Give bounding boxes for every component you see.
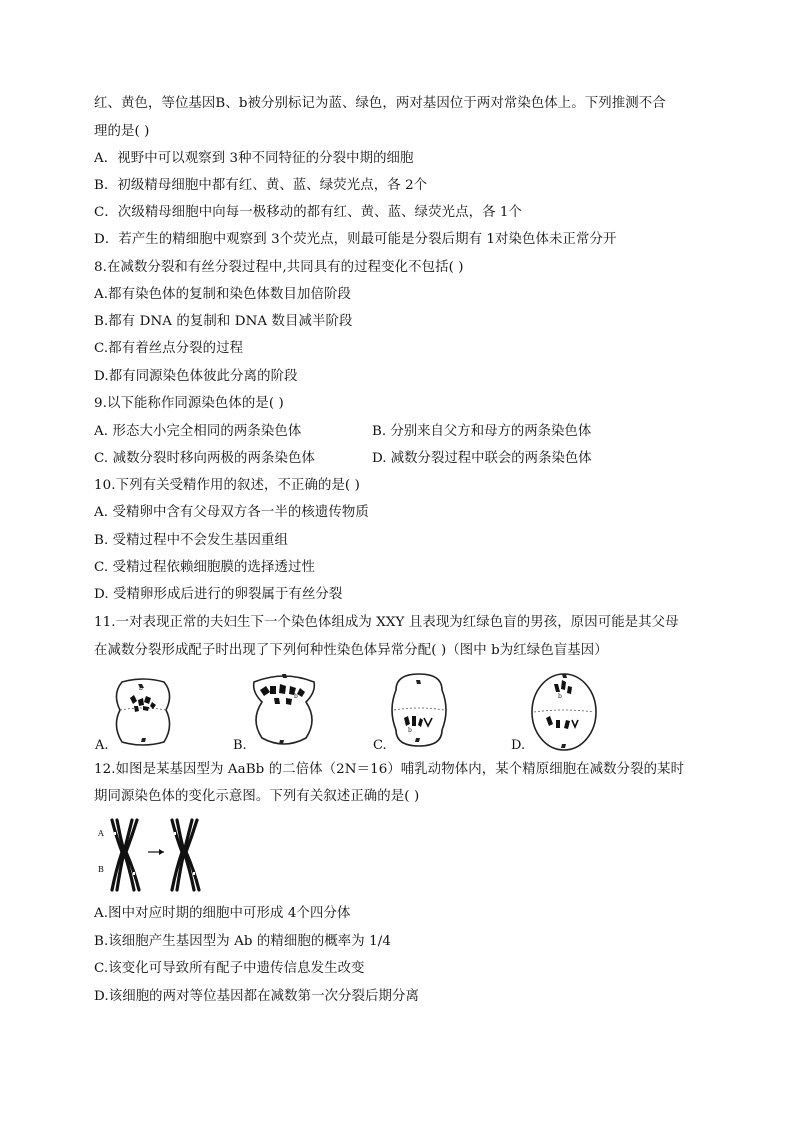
- q8-option-c: C.都有着丝点分裂的过程: [94, 341, 244, 356]
- svg-text:b: b: [558, 693, 562, 700]
- q10-stem: 10.下列有关受精作用的叙述，不正确的是( ): [94, 478, 360, 493]
- q12-option-a: A.图中对应时期的细胞中可形成 4个四分体: [94, 906, 351, 921]
- q8-option-a: A.都有染色体的复制和染色体数目加倍阶段: [94, 287, 351, 302]
- svg-text:b: b: [408, 727, 412, 734]
- q8-stem: 8.在减数分裂和有丝分裂过程中,共同具有的过程变化不包括( ): [94, 260, 464, 275]
- q11-figure-a-label: A.: [95, 738, 109, 753]
- q11-stem-line-2: 在减数分裂形成配子时出现了下列何种性染色体异常分配( )（图中 b为红绿色盲基因）: [94, 643, 608, 658]
- q11-figure-a-cell: [108, 676, 178, 748]
- q7-option-b: B．初级精母细胞中都有红、黄、蓝、绿荧光点，各 2个: [94, 178, 428, 193]
- q11-figure-d-label: D.: [511, 738, 526, 753]
- q8-option-b: B.都有 DNA 的复制和 DNA 数目减半阶段: [94, 314, 353, 329]
- q9-option-b: B. 分别来自父方和母方的两条染色体: [372, 424, 592, 439]
- q10-option-a: A. 受精卵中含有父母双方各一半的核遗传物质: [94, 505, 369, 520]
- q12-option-b: B.该细胞产生基因型为 Ab 的精细胞的概率为 1/4: [94, 934, 391, 949]
- q10-option-b: B. 受精过程中不会发生基因重组: [94, 533, 289, 548]
- q7-stem-line-2: 理的是( ): [94, 124, 150, 139]
- q9-stem: 9.以下能称作同源染色体的是( ): [94, 396, 284, 411]
- q11-stem-line-1: 11.一对表现正常的夫妇生下一个染色体组成为 XXY 且表现为红绿色盲的男孩，原因可能是其父母: [94, 615, 679, 630]
- q7-stem-line-1: 红、黄色，等位基因B、b被分别标记为蓝、绿色，两对基因位于两对常染色体上。下列推测不合: [94, 96, 666, 111]
- q12-gene-label-b: B: [98, 865, 104, 874]
- q11-figure-b-label: B.: [233, 738, 247, 753]
- svg-text:b: b: [294, 693, 298, 700]
- q9-option-d: D. 减数分裂过程中联会的两条染色体: [372, 451, 592, 466]
- q10-option-d: D. 受精卵形成后进行的卵裂属于有丝分裂: [94, 587, 343, 602]
- q7-option-d: D．若产生的精细胞中观察到 3个荧光点，则最可能是分裂后期有 1对染色体未正常分开: [94, 232, 617, 247]
- q7-option-a: A．视野中可以观察到 3种不同特征的分裂中期的细胞: [94, 151, 414, 166]
- q7-option-c: C．次级精母细胞中向每一极移动的都有红、黄、蓝、绿荧光点，各 1个: [94, 205, 523, 220]
- q12-chromosome-drawing: [106, 816, 202, 896]
- q12-stem-line-2: 期同源染色体的变化示意图。下列有关叙述正确的是( ): [94, 789, 420, 804]
- q12-stem-line-1: 12.如图是某基因型为 AaBb 的二倍体（2N＝16）哺乳动物体内，某个精原细胞在减数分裂的某时: [94, 762, 685, 777]
- q12-option-c: C.该变化可导致所有配子中遗传信息发生改变: [94, 961, 365, 976]
- q11-figure-c-cell: [386, 670, 452, 750]
- q9-option-c: C. 减数分裂时移向两极的两条染色体: [94, 451, 315, 466]
- q11-figure-c-label: C.: [373, 738, 387, 753]
- q12-chromosome-figure: [96, 816, 206, 896]
- q12-option-d: D.该细胞的两对等位基因都在减数第一次分裂后期分离: [94, 989, 419, 1004]
- q11-figure-b-cell: [246, 668, 322, 750]
- q10-option-c: C. 受精过程依赖细胞膜的选择透过性: [94, 560, 315, 575]
- q11-figure-d-cell: [528, 668, 600, 752]
- q12-gene-label-a: A: [98, 829, 104, 838]
- q8-option-d: D.都有同源染色体彼此分离的阶段: [94, 369, 298, 384]
- q9-option-a: A. 形态大小完全相同的两条染色体: [94, 424, 302, 439]
- svg-text:b: b: [139, 685, 143, 692]
